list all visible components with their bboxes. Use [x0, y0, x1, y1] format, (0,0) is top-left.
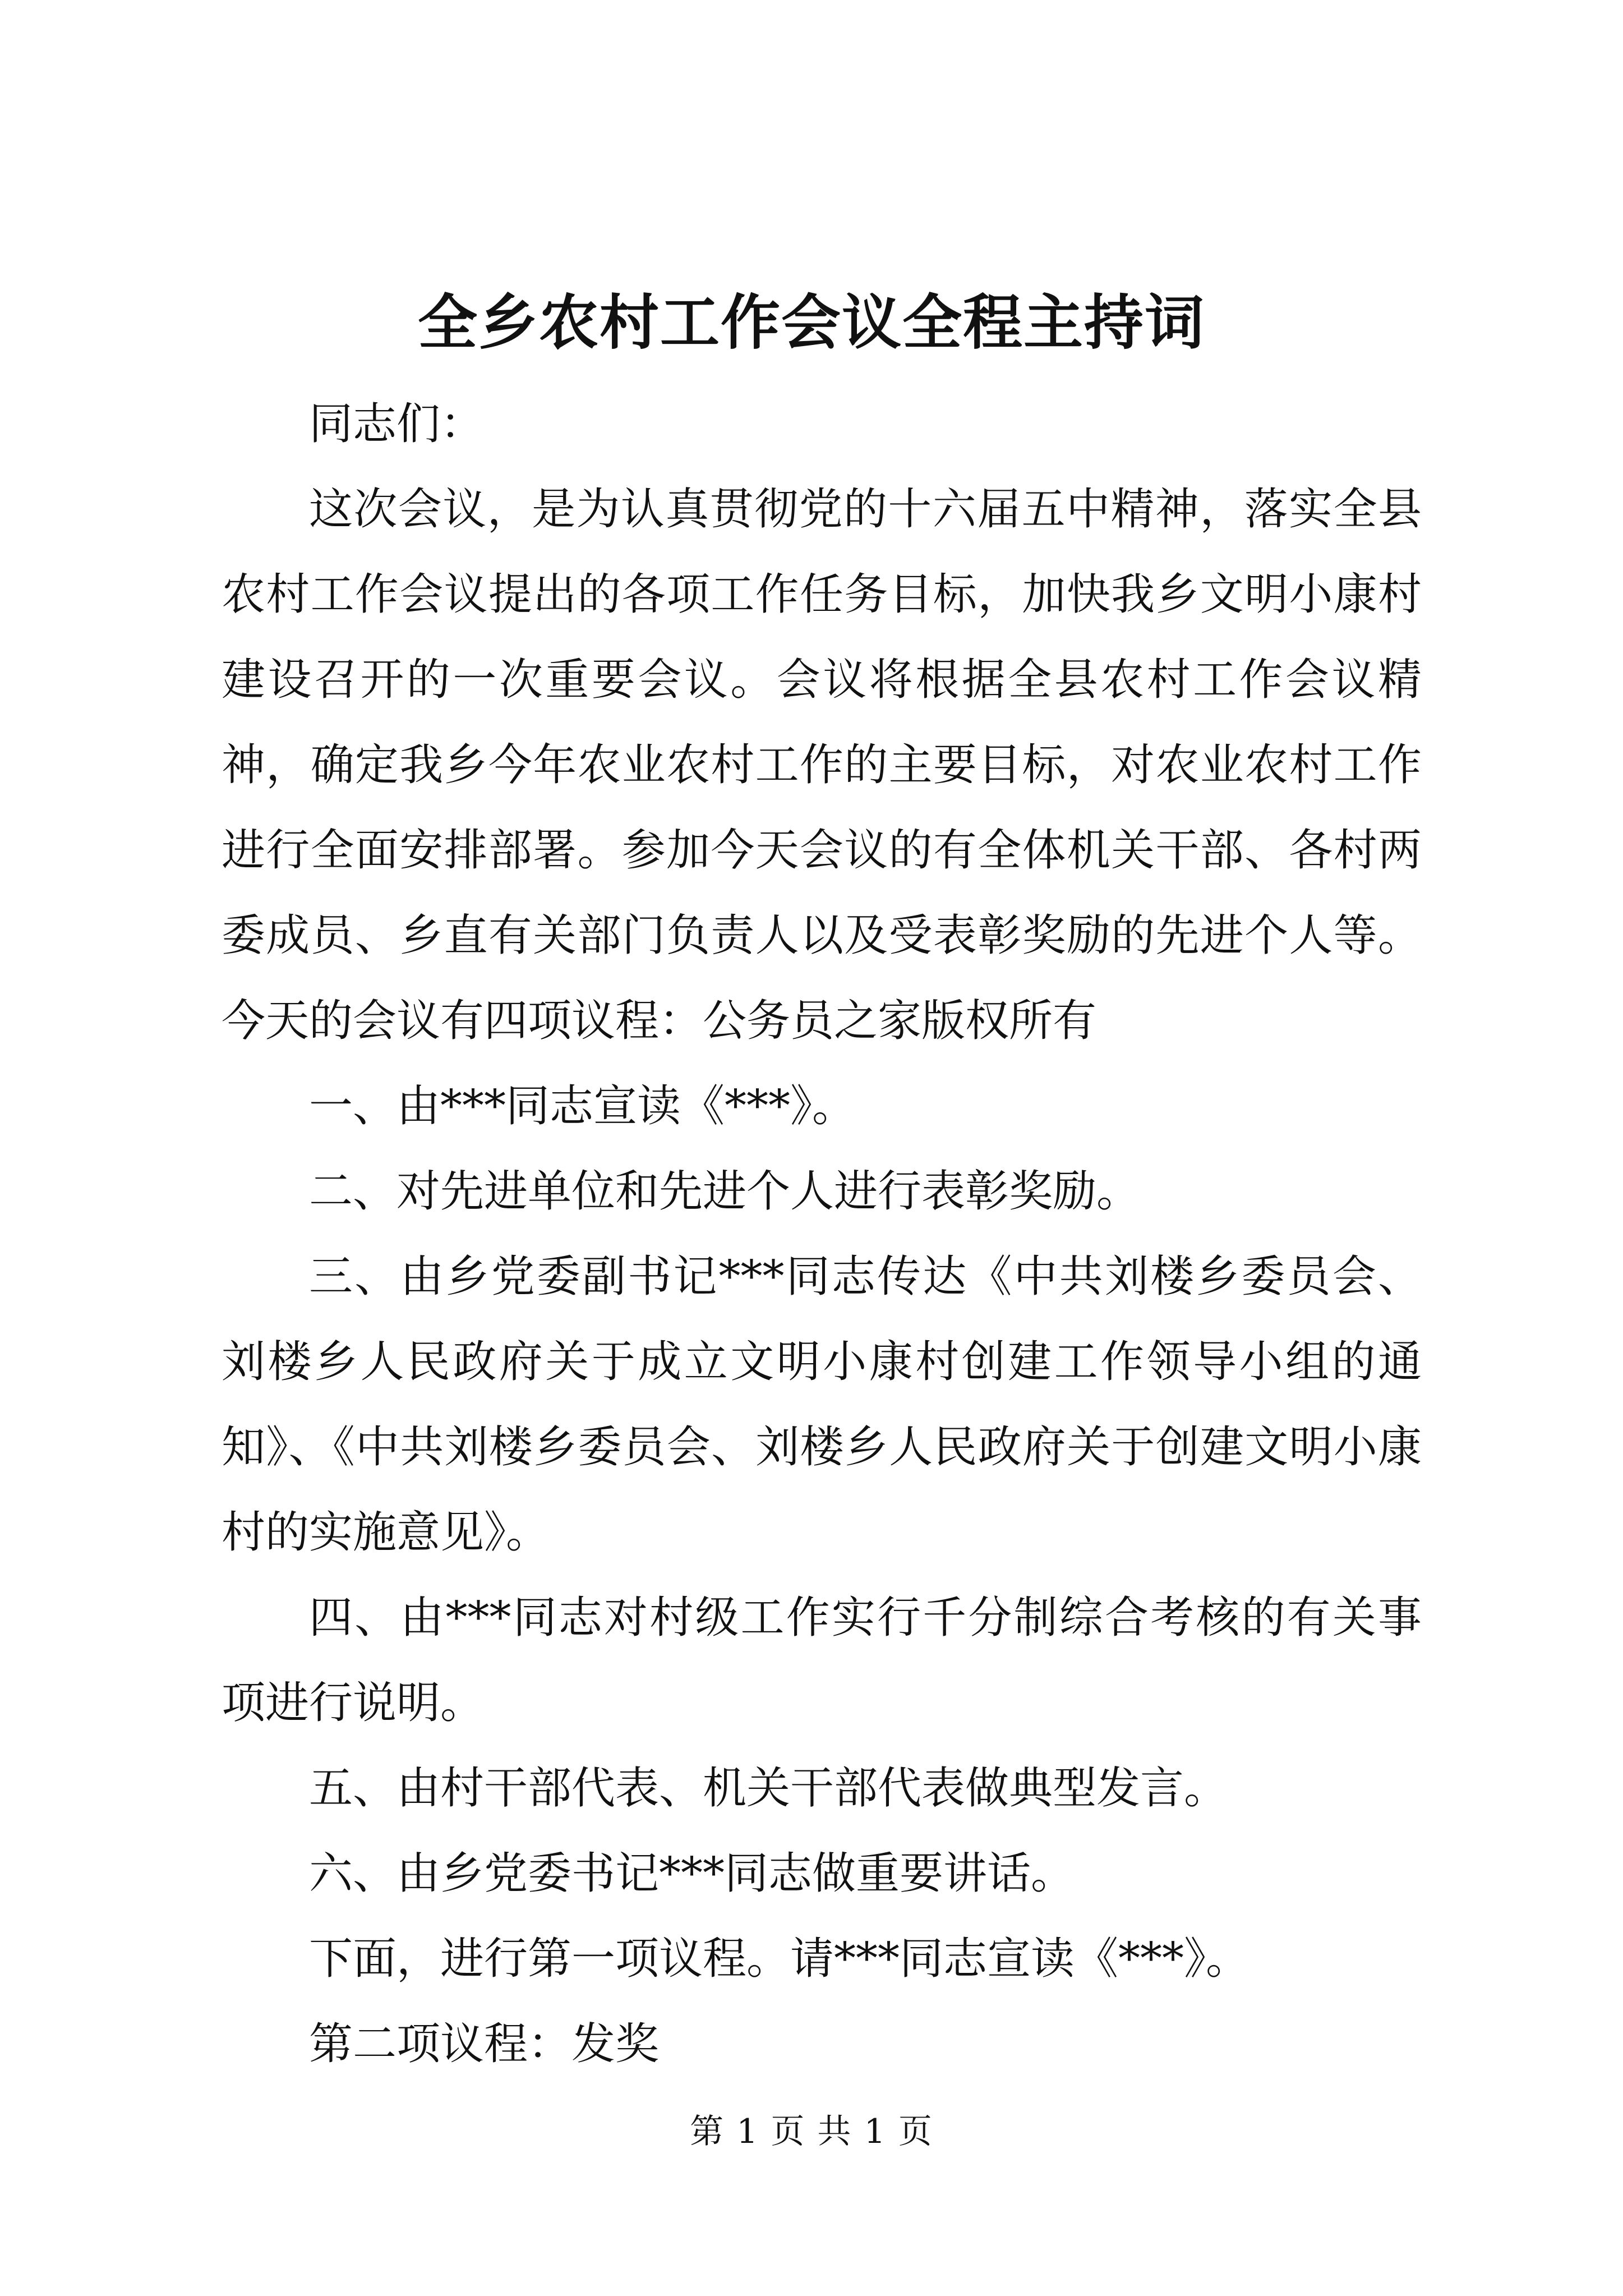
agenda-item-3: 三、由乡党委副书记***同志传达《中共刘楼乡委员会、刘楼乡人民政府关于成立文明小康村创建工作领导小组的通知》、《中共刘楼乡委员会、刘楼乡人民政府关于创建文明小康村的实施意见》。: [222, 1251, 1422, 1558]
document-body: [222, 381, 1422, 2087]
document-title: 全乡农村工作会议全程主持词: [418, 287, 1205, 357]
agenda-item-4: 四、由***同志对村级工作实行千分制综合考核的有关事项进行说明。: [222, 1593, 1422, 1728]
second-agenda-paragraph: 第二项议程：发奖: [309, 2019, 660, 2069]
agenda-item-2: 二、对先进单位和先进个人进行表彰奖励。: [309, 1166, 1141, 1217]
intro-paragraph: 这次会议，是为认真贯彻党的十六届五中精神，落实全县农村工作会议提出的各项工作任务目标，加快我乡文明小康村建设召开的一次重要会议。会议将根据全县农村工作会议精神，确定我乡今年农业农村工作的主要目标，对农业农村工作进行全面安排部署。参加今天会议的有全体机关干部、各村两委成员、乡直有关部门负责人以及受表彰奖励的先进个人等。今天的会议有四项议程：公务员之家版权所有: [222, 484, 1422, 1046]
first-agenda-paragraph: 下面，进行第一项议程。请***同志宣读《***》。: [309, 1934, 1250, 1984]
salutation: 同志们：: [309, 399, 485, 449]
page-footer: 第 1 页 共 1 页: [690, 2112, 933, 2151]
agenda-item-1: 一、由***同志宣读《***》。: [309, 1081, 856, 1131]
agenda-item-5: 五、由村干部代表、机关干部代表做典型发言。: [309, 1763, 1228, 1814]
agenda-item-6: 六、由乡党委书记***同志做重要讲话。: [309, 1848, 1075, 1899]
